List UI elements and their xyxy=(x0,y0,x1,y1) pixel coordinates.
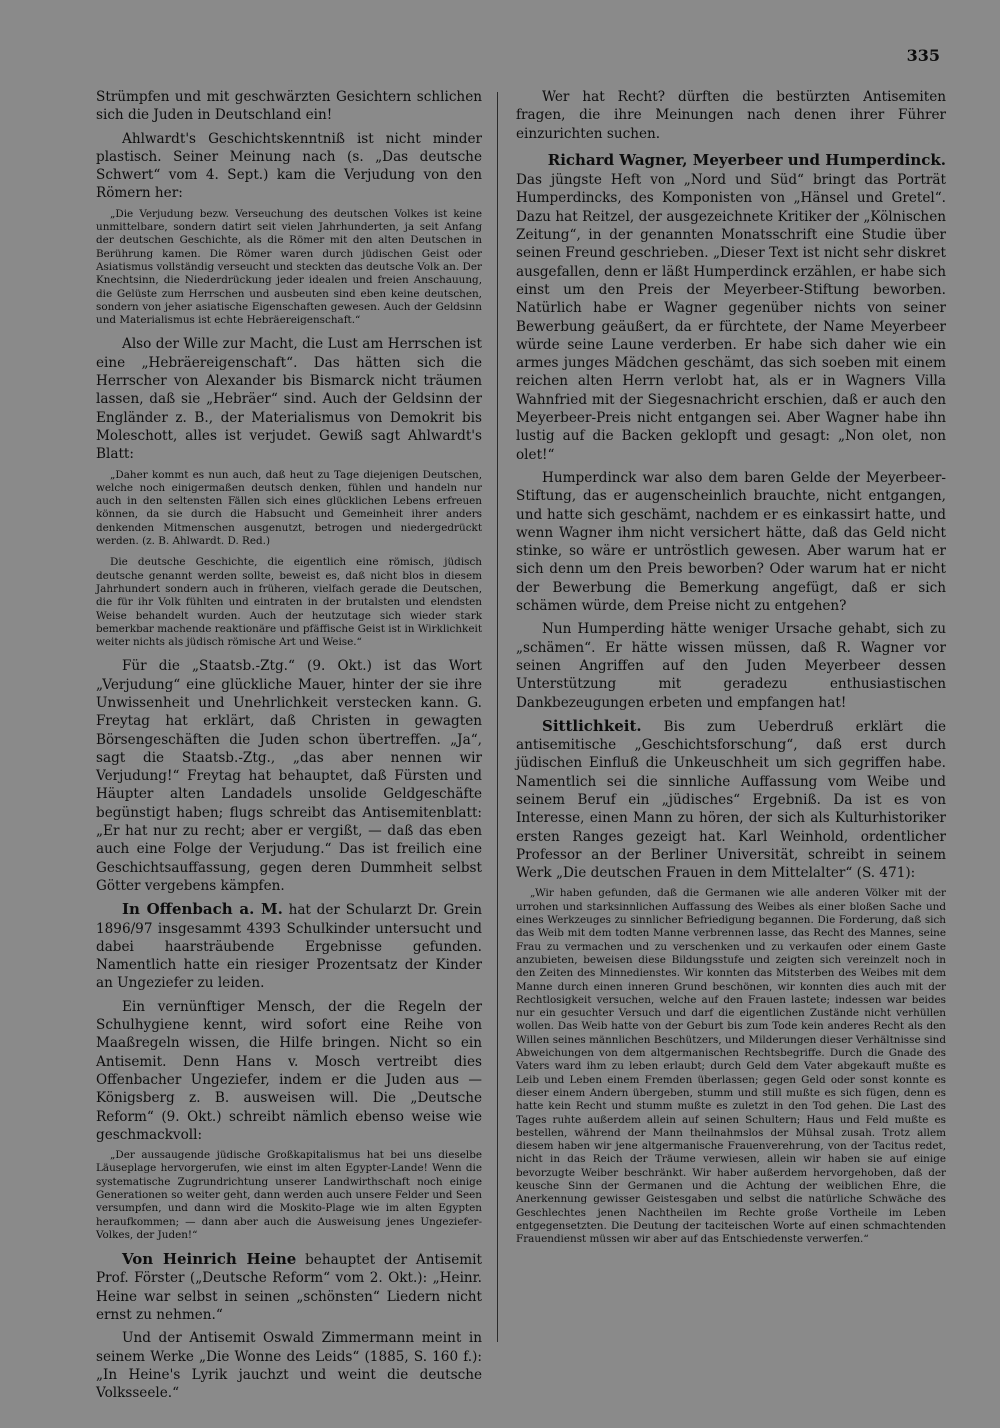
paragraph: Humperdinck war also dem baren Gelde der Meyerbeer-Stiftung, das er augenscheinlich brauchte, nicht entgangen, und hatte sich geschämt, nachdem er es einkassirt hatte, und wenn Wagner ihm nicht versichert hätte, daß das Geld nicht stinke, so wäre er untröstlich gewesen. Aber warum hat er sich denn um den Preis beworben? Oder warum hat er nicht der Bewerbung die Bemerkung angefügt, daß er sich schämen würde, dem Preise nicht zu entgehen? xyxy=(516,469,946,615)
quote: „Der aussaugende jüdische Großkapitalismus hat bei uns dieselbe Läuseplage hervorgerufen, wie einst im alten Egypter-Lande! Wenn die systematische Zugrundrichtung unserer Landwirthschaft noch einige Generationen so weiter geht, dann werden auch unsere Felder und Seen versumpfen, und dann wird die Moskito-Plage wie im alten Egypten heraufkommen; — dann aber auch die Ausweisung jenes Ungeziefer-Volkes, der Juden!“ xyxy=(96,1149,482,1241)
paragraph: Strümpfen und mit geschwärzten Gesichtern schlichen sich die Juden in Deutschland ein! xyxy=(96,89,482,124)
section-heading: Sittlichkeit. xyxy=(542,716,642,735)
section-heading: Von Heinrich Heine xyxy=(122,1250,297,1269)
right-column xyxy=(516,88,946,1348)
section-paragraph xyxy=(516,717,946,883)
column-divider xyxy=(497,92,498,1342)
paragraph: Ein vernünftiger Mensch, der die Regeln der Schulhygiene kennt, wird sofort eine Reihe von Maaßregeln wissen, die Hilfe bringen. Nicht so ein Antisemit. Denn Hans v. Mosch vertreibt dies Offenbacher Ungeziefer, indem er die Juden aus — Königsberg z. B. ausweisen will. Die „Deutsche Reform“ (9. Okt.) schreibt nämlich ebenso weise wie geschmackvoll: xyxy=(96,998,482,1143)
section-heading: In Offenbach a. M. xyxy=(122,900,283,919)
paragraph: Für die „Staatsb.-Ztg.“ (9. Okt.) ist das Wort „Verjudung“ eine glückliche Mauer, hinter der sie ihre Unwissenheit und Unehrlichkeit verstecken kann. G. Freytag hat erklärt, daß Christen in gewagten Börsengeschäften die Juden schon übertreffen. „Ja“, sagt die Staatsb.-Ztg., „das aber nennen wir Verjudung!“ Freytag hat behauptet, daß Fürsten und Häupter alten Landadels unsolide Geldgeschäfte begünstigt haben; flugs schreibt das Antisemitenblatt: „Er hat nur zu recht; aber er vergißt, — daß das eben auch eine Folge der Verjudung.“ Das ist freilich eine Geschichtsauffassung, gegen deren Dummheit selbst Götter vergebens kämpfen. xyxy=(96,658,482,894)
left-column xyxy=(96,88,482,1402)
quote: „Die Verjudung bezw. Verseuchung des deutschen Volkes ist keine unmittelbare, sondern datirt seit vielen Jahrhunderten, ja seit Anfang der deutschen Geschichte, als die Römer mit den alten Deutschen in Berührung kamen. Die Römer waren durch jüdischen Geist oder Asiatismus vollständig verseucht und steckten das deutsche Volk an. Der Knechtsinn, die Niederdrückung jeder idealen und freien Anschauung, die Gelüste zum Herrschen und ausbeuten sind eben keine deutschen, sondern von jeher asiatische Eigenschaften gewesen. Auch der Geldsinn und Materialismus ist echte Hebräereigenschaft.“ xyxy=(96,207,482,327)
page-number: 335 xyxy=(906,46,940,65)
quote: Die deutsche Geschichte, die eigentlich eine römisch, jüdisch deutsche genannt werden sollte, beweist es, daß nicht blos in diesem Jahrhundert sondern auch in früheren, vielfach gerade die Deutschen, die für ihr Volk fühlten und eintraten in der brutalsten und elendsten Weise behandelt wurden. Auch der heutzutage sich wieder stark bemerkbar machende reaktionäre und pfäffische Geist ist in Wirklichkeit weiter nichts als jüdisch römische Art und Weise.“ xyxy=(96,556,482,649)
section-text: Bis zum Ueberdruß erklärt die antisemitische „Geschichtsforschung“, daß erst durch jüdischen Einfluß die Unkeuschheit um sich gegriffen habe. Namentlich sei die sinnliche Auffassung vom Weibe und seinem Beruf ein „jüdisches“ Ergebniß. Da ist es von Interesse, einen Mann zu hören, der sich als Kulturhistoriker ersten Ranges gezeigt hat. Karl Weinhold, ordentlicher Professor an der Berliner Universität, schreibt in seinem Werk „Die deutschen Frauen in dem Mittelalter“ (S. 471): xyxy=(516,718,946,882)
paragraph: Wer hat Recht? dürften die bestürzten Antisemiten fragen, die ihre Meinungen nach denen ihrer Führer einzurichten suchen. xyxy=(516,89,946,142)
section-heading: Richard Wagner, Meyerbeer und Humperdinck. xyxy=(547,150,946,169)
paragraph: Das jüngste Heft von „Nord und Süd“ bringt das Porträt Humperdincks, des Komponisten von „Hänsel und Gretel“. Dazu hat Reitzel, der ausgezeichnete Kritiker der „Kölnischen Zeitung“, in der genannten Monatsschrift eine Studie über seinen Freund geschrieben. „Dieser Text ist nicht sehr diskret ausgefallen, denn er läßt Humperdinck erzählen, er habe sich einst um den Preis der Meyerbeer-Stiftung beworben. Natürlich habe er Wagner gegenüber nichts von seiner Bewerbung geäußert, da er fürchtete, der Name Meyerbeer würde seine Laune verderben. Er habe sich daher wie ein armes junges Mädchen geschämt, das sich soeben mit einem reichen alten Herrn verlobt hat, als er in Wagners Villa Wahnfried mit der Siegesnachricht erschien, daß er auch den Meyerbeer-Preis nicht entgangen sei. Aber Wagner habe ihn lustig auf die Backen geklopft und gesagt: „Non olet, non olet!“ xyxy=(516,172,946,463)
paragraph: Und der Antisemit Oswald Zimmermann meint in seinem Werke „Die Wonne des Leids“ (1885, S. 160 f.): „In Heine's Lyrik jauchzt und weint die deutsche Volksseele.“ xyxy=(96,1330,482,1402)
quote: „Daher kommt es nun auch, daß heut zu Tage diejenigen Deutschen, welche noch einigermaßen deutsch denken, fühlen und handeln nur auch in den seltensten Fällen sich eines glücklichen Lebens erfreuen können, da sie durch die Habsucht und Gemeinheit ihrer anders denkenden Mitmenschen ausgenutzt, betrogen und niedergedrückt werden. (z. B. Ahlwardt. D. Red.) xyxy=(96,468,482,548)
section-text: hat der Schularzt Dr. Grein 1896/97 insgesammt 4393 Schulkinder untersucht und dabei haarsträubende Ergebnisse gefunden. Namentlich hatte ein riesiger Prozentsatz der Kinder an Ungeziefer zu leiden. xyxy=(96,902,482,992)
section-paragraph xyxy=(96,900,482,992)
paragraph: Ahlwardt's Geschichtskenntniß ist nicht minder plastisch. Seiner Meinung nach (s. „Das deutsche Schwert“ vom 4. Sept.) kam die Verjudung von den Römern her: xyxy=(96,130,482,202)
section-text: behauptet der Antisemit Prof. Förster („Deutsche Reform“ vom 2. Okt.): „Heinr. Heine war selbst in seinen „schönsten“ Liedern nicht ernst zu nehmen.“ xyxy=(96,1252,482,1324)
quote: „Wir haben gefunden, daß die Germanen wie alle anderen Völker mit der urrohen und starksinnlichen Auffassung des Weibes als einer bloßen Sache und eines Werkzeuges zu sinnlicher Befriedigung begannen. Die Forderung, daß sich das Weib mit dem todten Manne verbrennen lasse, das Recht des Mannes, seine Frau zu vermachen und zu verschenken und zu verkaufen oder einem Gaste anzubieten, beweisen diese Bildungsstufe und zeigten sich vereinzelt noch in den Zeiten des Minnedienstes. Wir konnten das Mitsterben des Weibes mit dem Manne durch einen inneren Grund beschönen, wir konnten dies auch mit der Rechtlosigkeit versuchen, welche auf den Frauen lastete; indessen war beides nur ein gesuchter Versuch und darf die eigentlichen Zustände nicht verhüllen wollen. Das Weib hatte von der Geburt bis zum Tode kein anderes Recht als den Willen seines männlichen Beschützers, und Milderungen dieser Verhältnisse sind Abweichungen von dem altgermanischen Rechtsbegriffe. Durch die Gnade des Vaters ward ihm zu leben erlaubt; durch Geld dem Vater abgekauft mußte es Leib und Leben einem Fremden überlassen; gegen Geld oder sonst konnte es dieser einem Andern übergeben, stumm und still mußte es sich fügen, denn es hatte kein Recht und stumm mußte es zuletzt in den Tod gehen. Die Last des Tages ruhte außerdem allein auf seinen Schultern; Haus und Feld mußte es bestellen, während der Mann theilnahmslos der Mühsal zusah. Trotz allem diesem haben wir jene altgermanische Frauenverehrung, von der Tacitus redet, nicht in das Reich der Träume verwiesen, allein wir haben sie auf einige bevorzugte Weiber beschränkt. Wir haber außerdem hervorgehoben, daß der keusche Sinn der Germanen und die Achtung der weiblichen Ehre, die Anerkennung gewisser Geistesgaben und selbst die natürliche Schwäche des Geschlechtes jenen Nachtheilen im Rechte große Vortheile im Leben entgegensetzten. Die Deutung der taciteischen Worte auf einen schmachtenden Frauendienst müssen wir aber auf das Entschiedenste verwerfen.“ xyxy=(516,887,946,1246)
paragraph: Nun Humperding hätte weniger Ursache gehabt, sich zu „schämen“. Er hätte wissen müssen, daß R. Wagner vor seinen Angriffen auf den Juden Meyerbeer dessen Unterstützung mit geradezu enthusiastischen Dankbezeugungen erbeten und empfangen hat! xyxy=(516,621,946,711)
section-paragraph xyxy=(96,1250,482,1324)
paragraph: Also der Wille zur Macht, die Lust am Herrschen ist eine „Hebräereigenschaft“. Das hätten sich die Herrscher von Alexander bis Bismarck nicht träumen lassen, daß sie „Hebräer“ sind. Auch der Geldsinn der Engländer z. B., der Materialismus von Demokrit bis Moleschott, alles ist verjudet. Gewiß sagt Ahlwardt's Blatt: xyxy=(96,336,482,463)
